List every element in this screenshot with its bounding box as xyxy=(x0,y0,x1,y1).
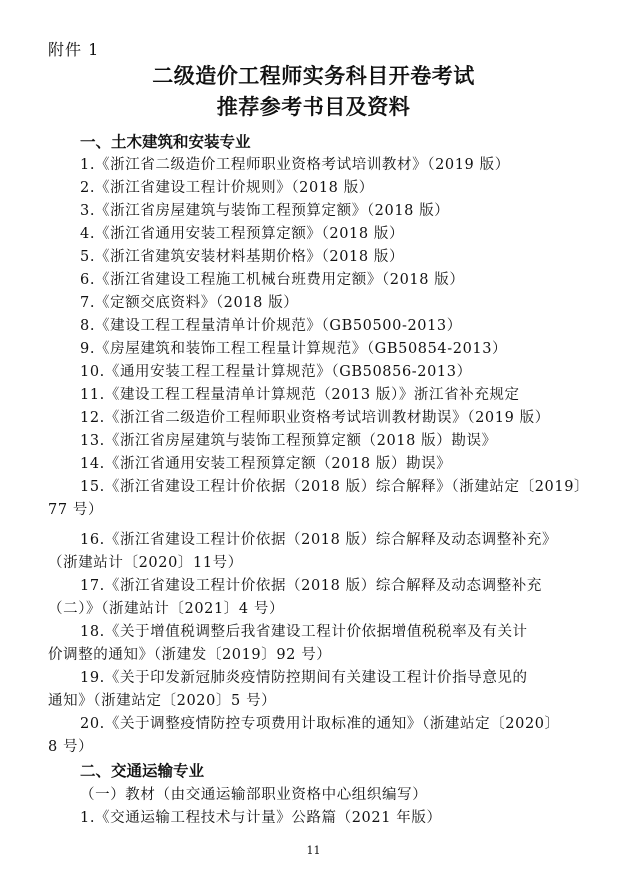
list-item: 3.《浙江省房屋建筑与装饰工程预算定额》（2018 版） xyxy=(80,203,450,219)
list-item: 4.《浙江省通用安装工程预算定额》（2018 版） xyxy=(80,226,405,242)
list-item-continuation: 通知》（浙建站定〔2020〕5 号） xyxy=(48,693,277,709)
list-item: （一）教材（由交通运输部职业资格中心组织编写） xyxy=(80,787,428,803)
list-item: 5.《浙江省建筑安装材料基期价格》（2018 版） xyxy=(80,249,405,265)
attachment-label: 附件 1 xyxy=(48,40,100,59)
list-item: 11.《建设工程工程量清单计算规范（2013 版）》浙江省补充规定 xyxy=(80,387,520,403)
list-item: 6.《浙江省建设工程施工机械台班费用定额》（2018 版） xyxy=(80,272,465,288)
list-item: 13.《浙江省房屋建筑与装饰工程预算定额（2018 版）勘误》 xyxy=(80,433,497,449)
list-item-continuation: 8 号） xyxy=(48,739,94,755)
list-item: 20.《关于调整疫情防控专项费用计取标准的通知》（浙建站定〔2020〕 xyxy=(80,716,560,732)
list-item-continuation: （二）》（浙建站计〔2021〕4 号） xyxy=(48,601,285,617)
list-item: 9.《房屋建筑和装饰工程工程量计算规范》（GB50854-2013） xyxy=(80,341,508,357)
list-item-continuation: 77 号） xyxy=(48,502,104,518)
section-heading-civil: 一、土木建筑和安装专业 xyxy=(80,133,251,151)
list-item: 14.《浙江省通用安装工程预算定额（2018 版）勘误》 xyxy=(80,456,452,472)
list-item: 10.《通用安装工程工程量计算规范》（GB50856-2013） xyxy=(80,364,472,380)
list-item-continuation: 价调整的通知》（浙建发〔2019〕92 号） xyxy=(48,647,332,663)
list-item: 1.《浙江省二级造价工程师职业资格考试培训教材》（2019 版） xyxy=(80,157,510,173)
list-item: 12.《浙江省二级造价工程师职业资格考试培训教材勘误》（2019 版） xyxy=(80,410,550,426)
list-item: 17.《浙江省建设工程计价依据（2018 版）综合解释及动态调整补充 xyxy=(80,578,542,594)
list-item: 18.《关于增值税调整后我省建设工程计价依据增值税税率及有关计 xyxy=(80,624,528,640)
list-item-continuation: （浙建站计〔2020〕11号） xyxy=(48,555,243,571)
list-item: 2.《浙江省建设工程计价规则》（2018 版） xyxy=(80,180,374,196)
document-title-line-1: 二级造价工程师实务科目开卷考试 xyxy=(152,64,475,88)
page-number: 11 xyxy=(306,844,321,857)
list-item: 19.《关于印发新冠肺炎疫情防控期间有关建设工程计价指导意见的 xyxy=(80,670,528,686)
document-title-line-2: 推荐参考书目及资料 xyxy=(216,95,411,119)
list-item: 7.《定额交底资料》（2018 版） xyxy=(80,295,299,311)
list-item: 1.《交通运输工程技术与计量》公路篇（2021 年版） xyxy=(80,810,442,826)
section-heading-transport: 二、交通运输专业 xyxy=(80,762,205,780)
list-item: 16.《浙江省建设工程计价依据（2018 版）综合解释及动态调整补充》 xyxy=(80,532,558,548)
list-item: 15.《浙江省建设工程计价依据（2018 版）综合解释》（浙建站定〔2019〕 xyxy=(80,479,590,495)
list-item: 8.《建设工程工程量清单计价规范》（GB50500-2013） xyxy=(80,318,462,334)
